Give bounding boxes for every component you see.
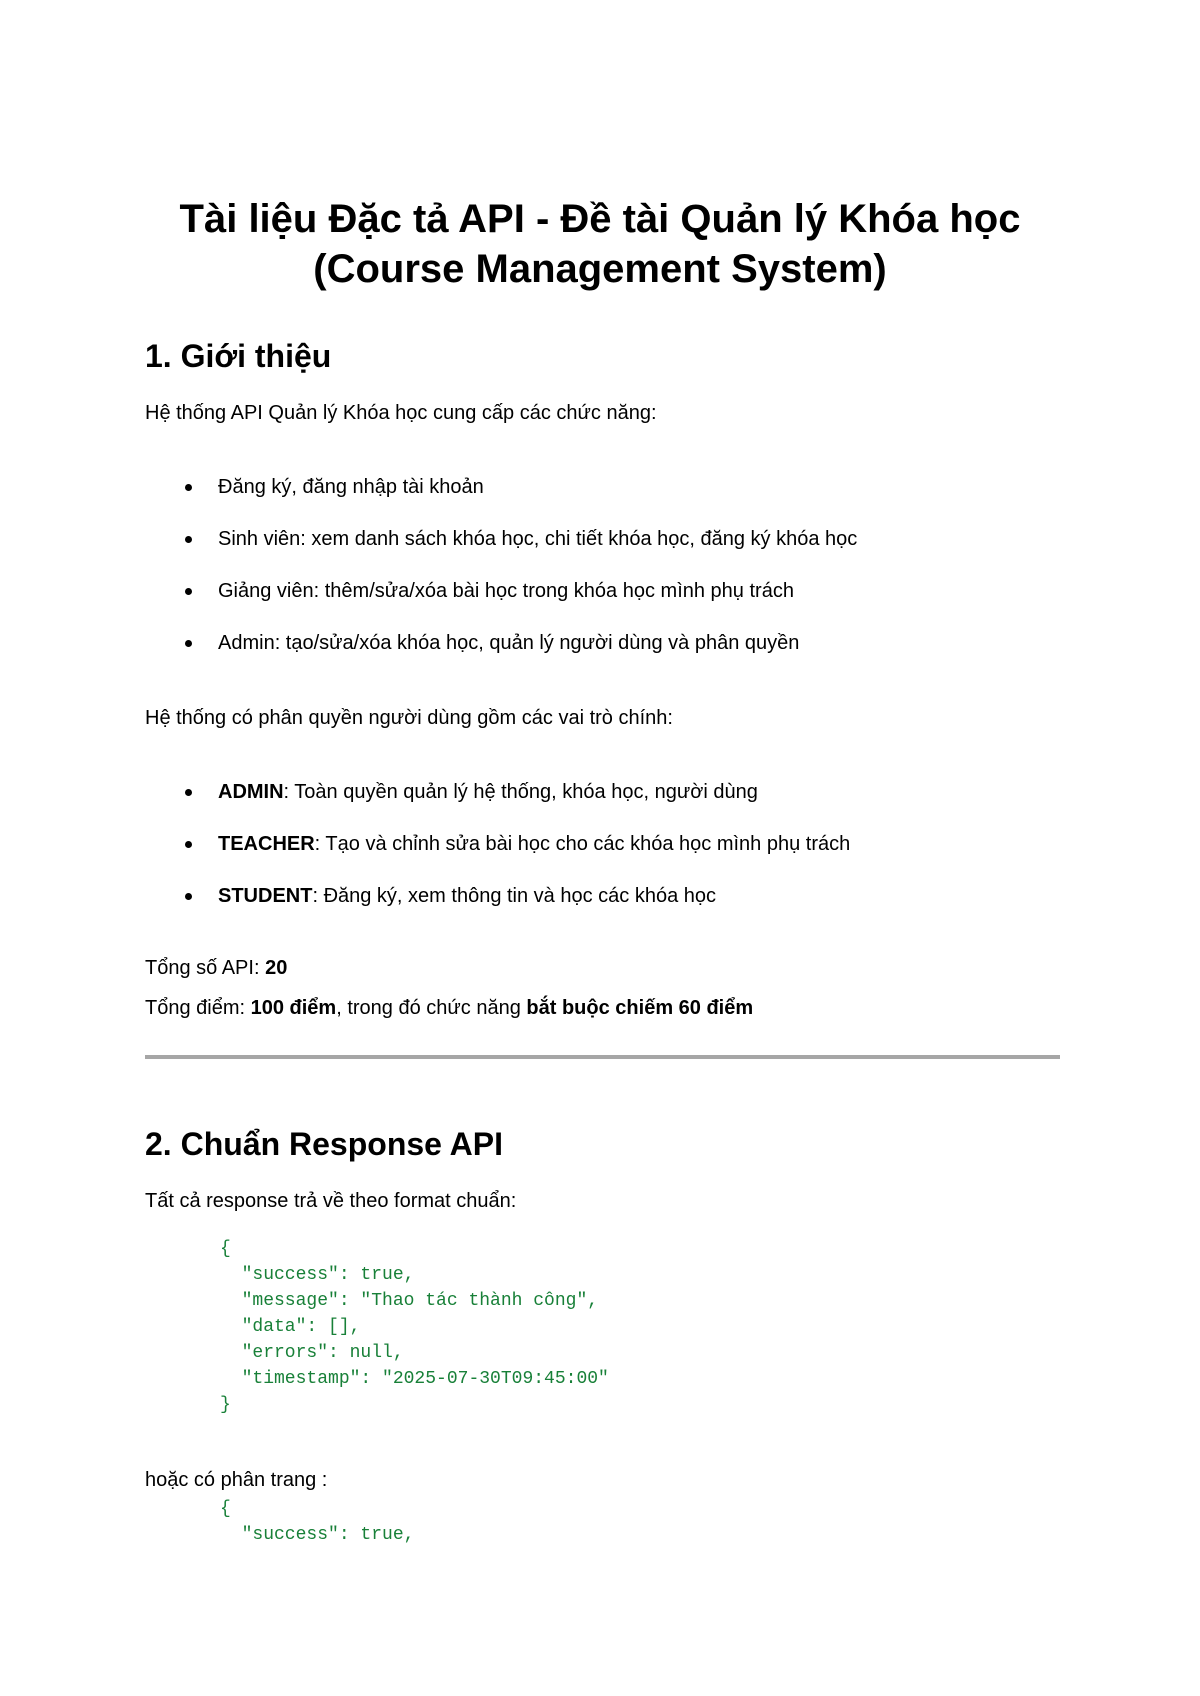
bullet-icon: [185, 841, 192, 848]
roles-intro: Hệ thống có phân quyền người dùng gồm các vai trò chính:: [145, 707, 673, 729]
horizontal-divider: [145, 1055, 1060, 1059]
bullet-icon: [185, 640, 192, 647]
list-item: ADMIN: Toàn quyền quản lý hệ thống, khóa học, người dùng: [145, 779, 850, 831]
paging-label: hoặc có phân trang :: [145, 1469, 328, 1491]
section-1-intro: Hệ thống API Quản lý Khóa học cung cấp các chức năng:: [145, 402, 657, 424]
role-name: STUDENT: [218, 885, 313, 907]
bullet-icon: [185, 484, 192, 491]
role-list: [145, 779, 850, 935]
document-title: Tài liệu Đặc tả API - Đề tài Quản lý Khóa học (Course Management System): [179, 197, 1021, 291]
role-name: TEACHER: [218, 833, 315, 855]
paging-response-code: { "success": true,: [220, 1499, 415, 1545]
response-format-code: { "success": true, "message": "Thao tác thành công", "data": [], "errors": null, "timestamp": "2025-07-30T09:45:00" }: [220, 1239, 609, 1415]
section-2-intro: Tất cả response trả về theo format chuẩn:: [145, 1190, 517, 1212]
list-item: Giảng viên: thêm/sửa/xóa bài học trong khóa học mình phụ trách: [145, 578, 857, 630]
total-score: Tổng điểm: 100 điểm, trong đó chức năng bắt buộc chiếm 60 điểm: [145, 997, 754, 1019]
list-item: Admin: tạo/sửa/xóa khóa học, quản lý người dùng và phân quyền: [145, 630, 857, 682]
bullet-icon: [185, 893, 192, 900]
list-item: TEACHER: Tạo và chỉnh sửa bài học cho các khóa học mình phụ trách: [145, 831, 850, 883]
bullet-icon: [185, 536, 192, 543]
list-item: Sinh viên: xem danh sách khóa học, chi tiết khóa học, đăng ký khóa học: [145, 526, 857, 578]
role-name: ADMIN: [218, 781, 284, 803]
bullet-icon: [185, 789, 192, 796]
bullet-icon: [185, 588, 192, 595]
total-api: Tổng số API: 20: [145, 957, 288, 979]
list-item: STUDENT: Đăng ký, xem thông tin và học các khóa học: [145, 883, 850, 935]
feature-list: [145, 474, 857, 682]
section-1-heading: 1. Giới thiệu: [145, 338, 332, 374]
list-item: Đăng ký, đăng nhập tài khoản: [145, 474, 857, 526]
section-2-heading: 2. Chuẩn Response API: [145, 1126, 503, 1162]
